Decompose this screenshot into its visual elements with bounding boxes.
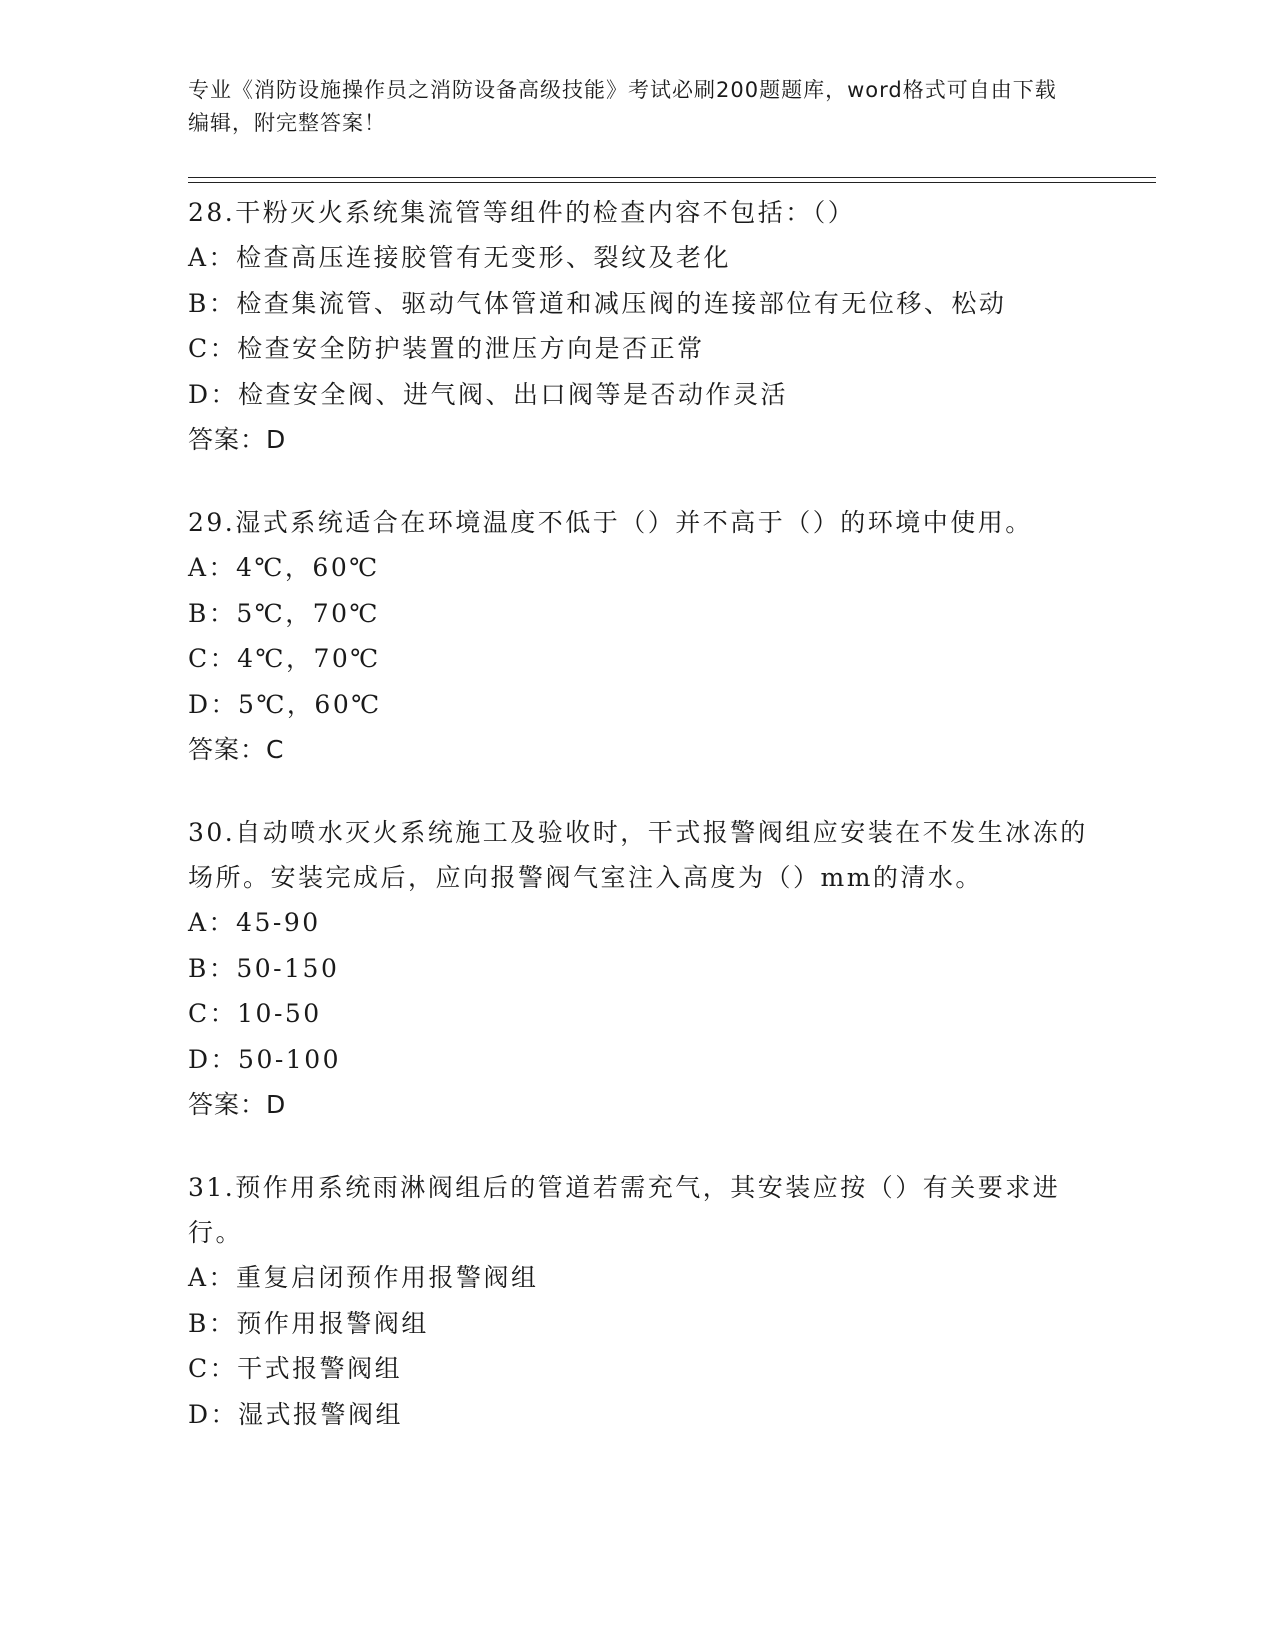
option-a: A：45-90 bbox=[188, 908, 321, 937]
answer-line: 答案：D bbox=[188, 1090, 287, 1119]
question-stem: 29.湿式系统适合在环境温度不低于（）并不高于（）的环境中使用。 bbox=[188, 508, 1033, 537]
question-stem: 31.预作用系统雨淋阀组后的管道若需充气，其安装应按（）有关要求进行。 bbox=[188, 1173, 1061, 1247]
option-b: B：50-150 bbox=[188, 953, 340, 983]
header-rule-top bbox=[188, 177, 1156, 178]
option-b: B：检查集流管、驱动气体管道和减压阀的连接部位有无位移、松动 bbox=[188, 288, 1007, 318]
document-header: 专业《消防设施操作员之消防设备高级技能》考试必刷200题题库，word格式可自由下载编辑，附完整答案！ bbox=[188, 78, 1057, 135]
question-31 bbox=[188, 1165, 1088, 1437]
header-rule-bottom bbox=[188, 182, 1156, 183]
option-b: B：5℃，70℃ bbox=[188, 598, 381, 628]
answer-line: 答案：C bbox=[188, 735, 285, 764]
option-d: D：湿式报警阀组 bbox=[188, 1399, 404, 1429]
answer-line: 答案：D bbox=[188, 425, 287, 454]
question-stem: 28.干粉灭火系统集流管等组件的检查内容不包括：（） bbox=[188, 198, 856, 227]
option-c: C：4℃，70℃ bbox=[188, 644, 381, 673]
option-d: D：50-100 bbox=[188, 1044, 342, 1074]
option-a: A：重复启闭预作用报警阀组 bbox=[188, 1263, 539, 1292]
option-b: B：预作用报警阀组 bbox=[188, 1308, 429, 1338]
option-a: A：4℃，60℃ bbox=[188, 553, 380, 582]
option-a: A：检查高压连接胶管有无变形、裂纹及老化 bbox=[188, 243, 732, 272]
option-d: D：检查安全阀、进气阀、出口阀等是否动作灵活 bbox=[188, 379, 789, 409]
question-30 bbox=[188, 810, 1088, 1127]
option-c: C：干式报警阀组 bbox=[188, 1354, 403, 1383]
question-29 bbox=[188, 500, 1088, 772]
option-c: C：10-50 bbox=[188, 999, 322, 1028]
option-c: C：检查安全防护装置的泄压方向是否正常 bbox=[188, 334, 705, 363]
option-d: D：5℃，60℃ bbox=[188, 689, 382, 719]
question-28 bbox=[188, 190, 1088, 462]
question-list bbox=[188, 190, 1088, 1475]
question-stem: 30.自动喷水灭火系统施工及验收时，干式报警阀组应安装在不发生冰冻的场所。安装完成后，应向报警阀气室注入高度为（）mm的清水。 bbox=[188, 818, 1088, 892]
